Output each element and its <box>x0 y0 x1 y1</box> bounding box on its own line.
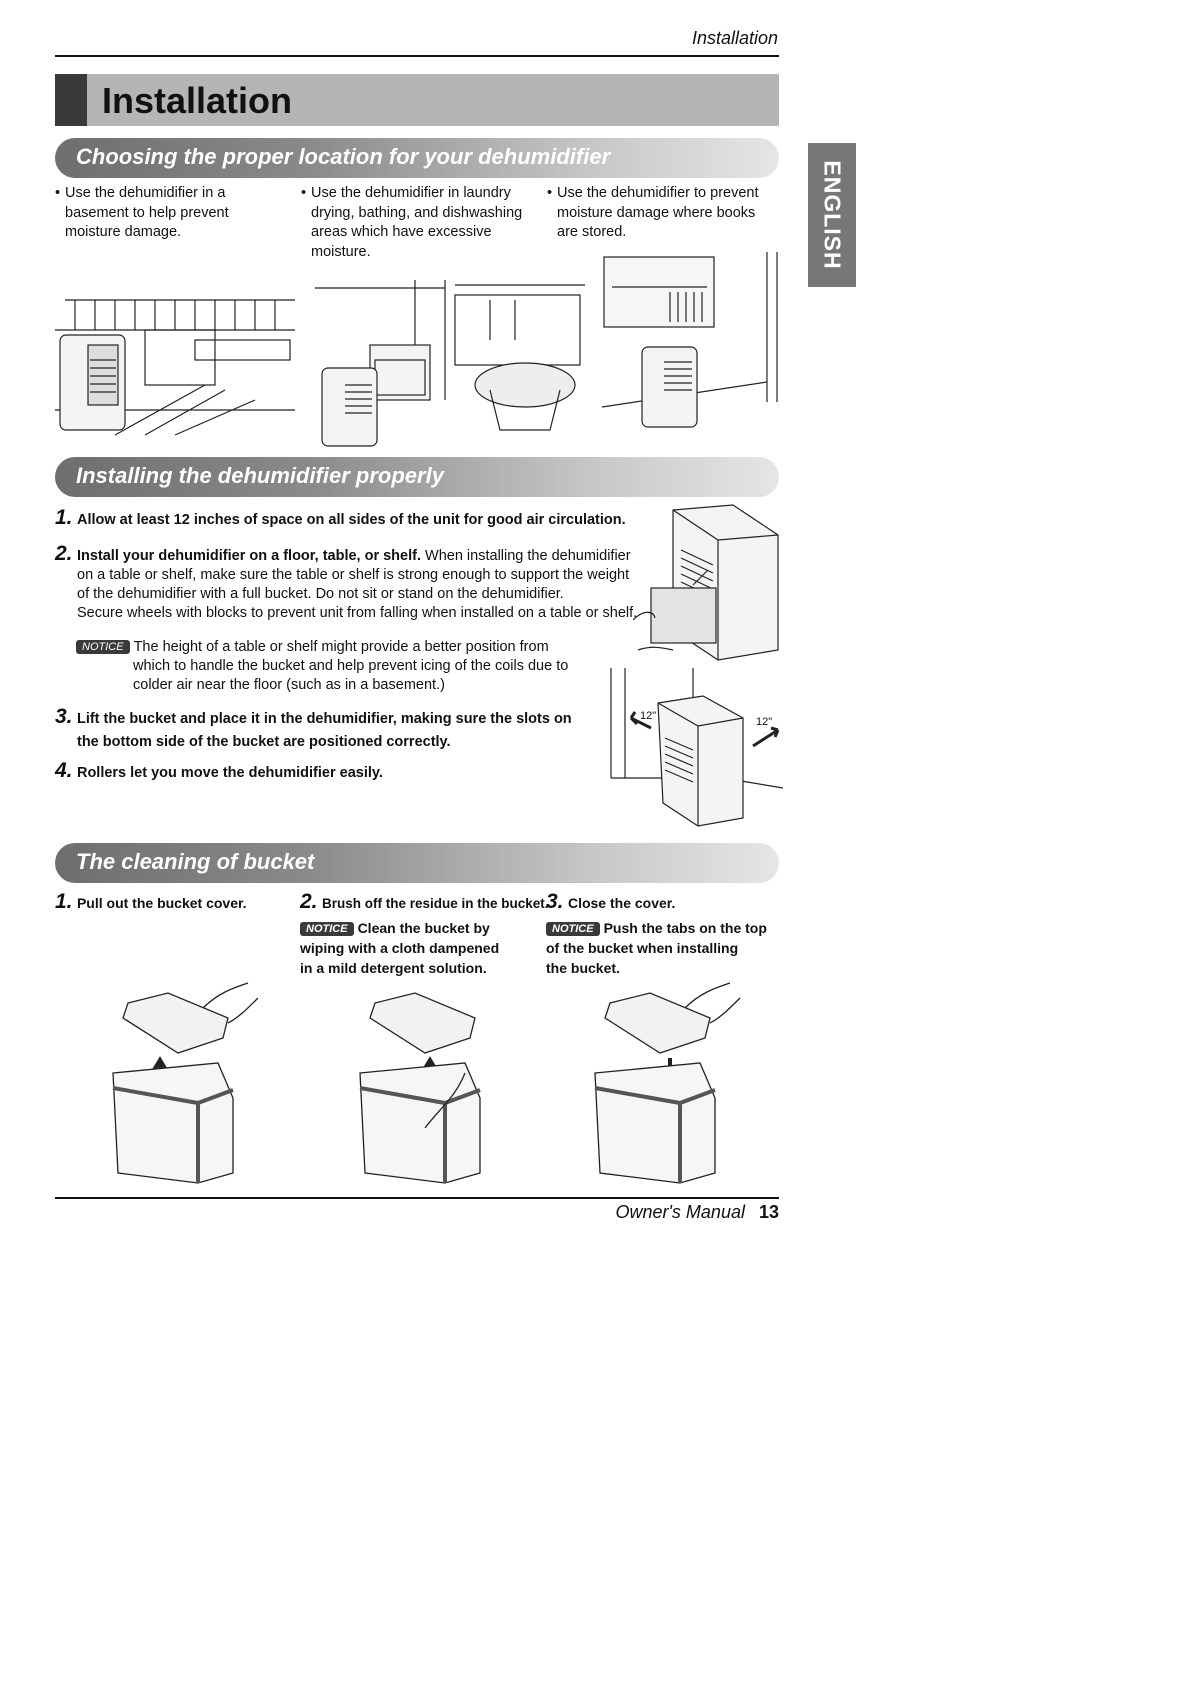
step-number: 2. <box>55 542 73 565</box>
bullet-line: basement to help prevent <box>65 204 229 221</box>
notice-badge: NOTICE <box>546 922 600 936</box>
bullet-line: areas which have excessive <box>311 224 492 240</box>
notice-line: Push the tabs on the top <box>603 920 767 936</box>
bullet-line: moisture. <box>311 243 371 260</box>
section-heading-cleaning: The cleaning of bucket <box>76 849 315 874</box>
step-number: 3. <box>546 890 564 913</box>
bucket-cover-remove-illustration <box>108 978 268 1193</box>
step-text: Pull out the bucket cover. <box>76 895 247 911</box>
location-bullet-books: • Use the dehumidifier to prevent moisture damage where books are stored. <box>547 184 787 243</box>
install-step-1 <box>55 506 655 530</box>
step-number: 4. <box>55 759 73 782</box>
notice-line: wiping with a cloth dampened <box>300 940 500 956</box>
step-number: 3. <box>55 705 73 728</box>
step-line: of the dehumidifier with a full bucket. Do not sit or stand on the dehumidifier. <box>77 586 564 602</box>
step-line: Secure wheels with blocks to prevent unit from falling when installed on a table or shelf. <box>77 605 638 621</box>
bullet-line: Use the dehumidifier in laundry <box>311 185 511 201</box>
step-bold-text: Install your dehumidifier on a floor, table, or shelf. <box>76 548 421 564</box>
step-number: 1. <box>55 890 73 913</box>
bullet-line: are stored. <box>557 224 627 240</box>
notice-line: of the bucket when installing <box>546 940 739 956</box>
notice-badge: NOTICE <box>300 922 354 936</box>
step-text: Rollers let you move the dehumidifier easily. <box>76 765 383 781</box>
bullet-line: moisture damage where books <box>557 204 756 221</box>
notice-line: colder air near the floor (such as in a basement.) <box>133 677 445 693</box>
clearance-label-right: 12" <box>756 716 773 728</box>
notice-line: Clean the bucket by <box>357 920 490 936</box>
footer <box>560 1202 779 1223</box>
step-line: on a table or shelf, make sure the table or shelf is strong enough to support the weight <box>77 567 630 583</box>
basement-illustration <box>55 290 295 440</box>
location-bullet-basement: • Use the dehumidifier in a basement to help prevent moisture damage. <box>55 184 290 243</box>
install-notice <box>76 638 616 695</box>
clean-step-2 <box>300 890 550 978</box>
location-bullet-laundry: • Use the dehumidifier in laundry drying, bathing, and dishwashing areas which have excessive moisture. <box>301 184 541 262</box>
language-tab-label: ENGLISH <box>819 160 846 270</box>
step-text: Brush off the residue in the bucket. <box>321 896 549 911</box>
clean-step-1 <box>55 890 295 914</box>
bucket-cover-close-illustration <box>590 978 750 1193</box>
notice-line: the bucket. <box>546 960 620 976</box>
section-heading-location: Choosing the proper location for your dehumidifier <box>76 144 611 169</box>
step-text: Allow at least 12 inches of space on all sides of the unit for good air circulation. <box>76 512 626 528</box>
footer-rule <box>55 1197 779 1199</box>
bullet-line: moisture damage. <box>65 224 182 240</box>
step-number: 2. <box>300 890 318 913</box>
laundry-illustration <box>315 280 585 450</box>
bucket-insert-illustration <box>633 500 783 665</box>
bullet-line: Use the dehumidifier to prevent <box>557 185 759 201</box>
section-heading-installing: Installing the dehumidifier properly <box>76 463 444 488</box>
bullet-line: drying, bathing, and dishwashing <box>311 204 523 221</box>
language-tab <box>808 143 856 287</box>
step-line: the bottom side of the bucket are positioned correctly. <box>77 734 451 750</box>
clearance-label-left: 12" <box>640 710 657 722</box>
notice-line: The height of a table or shelf might provide a better position from <box>133 639 549 655</box>
page-title: Installation <box>102 80 293 121</box>
install-step-3 <box>55 705 615 754</box>
bookshelf-illustration <box>602 252 782 432</box>
clearance-illustration <box>603 668 783 828</box>
running-head: Installation <box>691 28 778 48</box>
install-step-4 <box>55 759 615 783</box>
footer-manual: Owner's Manual <box>615 1202 745 1222</box>
step-text: When installing the dehumidifier <box>421 548 631 564</box>
step-text: Close the cover. <box>567 895 676 911</box>
header-rule <box>55 55 779 57</box>
install-step-2 <box>55 542 655 623</box>
bullet-line: Use the dehumidifier in a <box>65 185 226 201</box>
title-block <box>55 74 87 126</box>
bucket-brush-illustration <box>355 978 515 1193</box>
clean-step-3 <box>546 890 786 978</box>
notice-line: which to handle the bucket and help prevent icing of the coils due to <box>133 658 569 674</box>
step-line: Lift the bucket and place it in the dehumidifier, making sure the slots on <box>76 711 572 727</box>
notice-line: in a mild detergent solution. <box>300 960 487 976</box>
step-number: 1. <box>55 506 73 529</box>
page-number: 13 <box>758 1202 779 1222</box>
notice-badge: NOTICE <box>76 640 130 654</box>
